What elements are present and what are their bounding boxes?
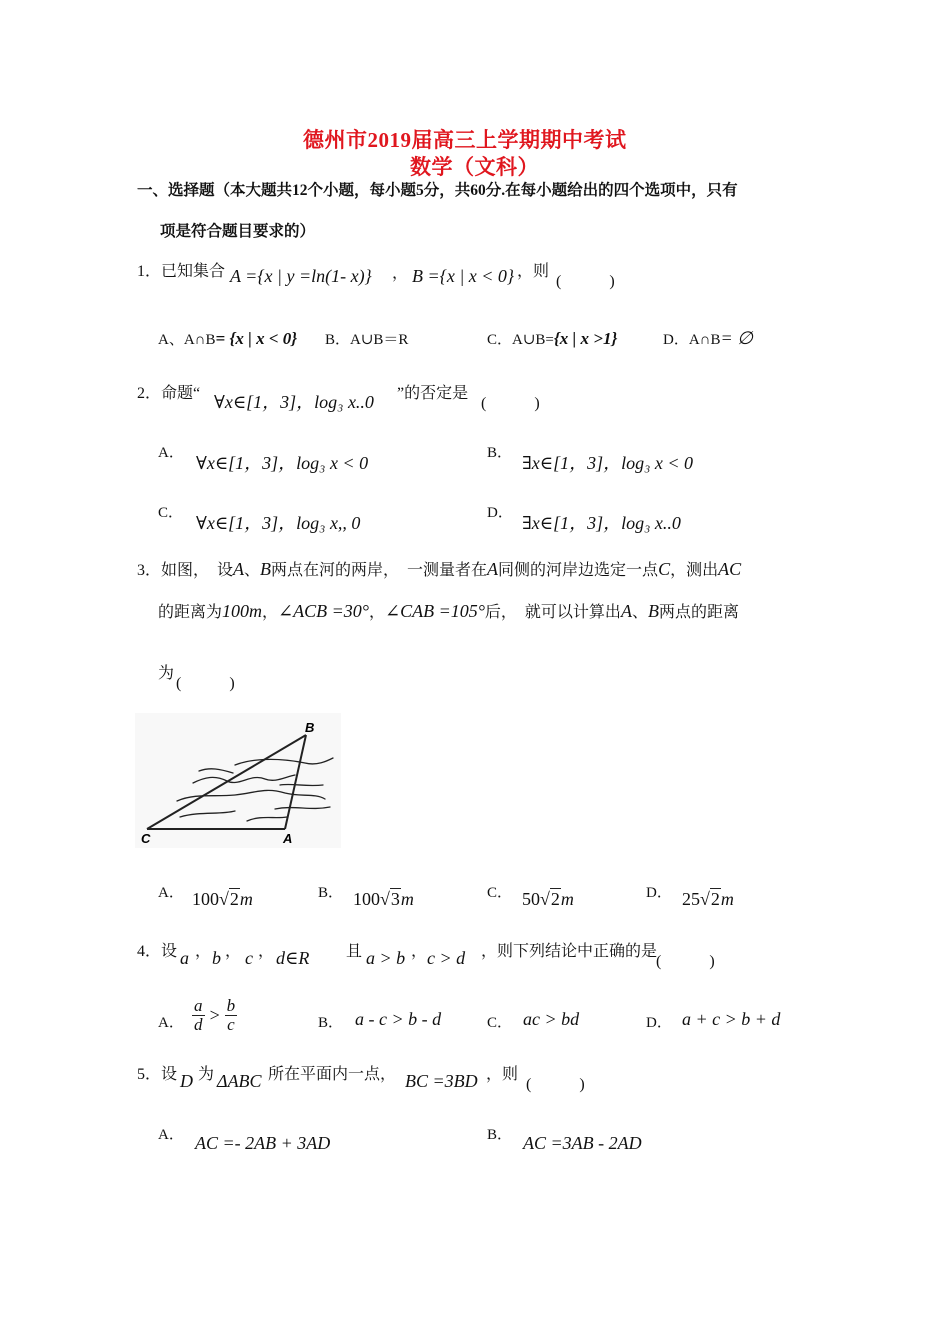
- q5-option-b-label[interactable]: B．: [487, 1127, 513, 1143]
- q5-triangle: ΔABC: [217, 1071, 262, 1091]
- section-heading-line1: 一、选择题（本大题共12个小题，每小题5分，共60分.在每小题给出的四个选项中，只有: [137, 182, 738, 199]
- q5-option-b[interactable]: AC =3AB - 2AD: [523, 1133, 642, 1153]
- q4-var-a: a: [180, 948, 189, 968]
- q4-option-a-den2: c: [227, 1014, 235, 1034]
- q5-point-d: D: [180, 1071, 193, 1091]
- q3-river-figure: [135, 713, 341, 848]
- q3-option-d-label[interactable]: D．: [646, 885, 672, 901]
- q2-option-d-label[interactable]: D．: [487, 505, 513, 521]
- q3-text-5: 的距离为: [158, 604, 223, 621]
- q3-sep-1: 、: [244, 562, 261, 579]
- q3-option-b-unit: m: [400, 889, 414, 909]
- q4-option-a-gt: >: [208, 1004, 221, 1025]
- q3-point-c: C: [658, 559, 671, 579]
- q3-option-d[interactable]: 25√2m: [682, 889, 734, 909]
- q4-answer-paren: ( ): [656, 953, 715, 970]
- q5-tail: ，则: [486, 1066, 519, 1083]
- q3-option-b-coef: 100: [353, 889, 380, 909]
- q1-option-c-math: {x | x >1}: [553, 329, 618, 348]
- q3-option-c-coef: 50: [522, 889, 540, 909]
- q4-option-a-num1: a: [194, 996, 203, 1015]
- q5-equation: BC =3BD: [405, 1071, 478, 1091]
- q3-point-a-3: A: [620, 601, 632, 621]
- q4-cond-2: c > d: [427, 948, 466, 968]
- q3-option-a[interactable]: 100√2m: [192, 889, 253, 909]
- q4-comma-4: ，: [411, 943, 428, 960]
- q3-text-7: 两点的距离: [658, 604, 739, 621]
- q1-option-b[interactable]: B．A∪B＝R: [325, 332, 409, 348]
- q3-text-4: ，测出: [670, 562, 719, 579]
- q2-option-c-label[interactable]: C．: [158, 505, 184, 521]
- q1-set-b: B ={x | x < 0}: [412, 266, 515, 286]
- q4-option-b-label[interactable]: B．: [318, 1015, 344, 1031]
- q2-option-b[interactable]: ∃x∈[1，3]，log₃ x < 0: [522, 453, 693, 473]
- q4-comma-1: ，: [195, 943, 212, 960]
- q3-line2: 的距离为100m，∠ACB =30°，∠CAB =105°后， 就可以计算出A、B两点的距离: [158, 601, 739, 621]
- q3-point-b-3: B: [647, 601, 659, 621]
- q3-option-a-unit: m: [239, 889, 253, 909]
- q4-and: 且: [346, 943, 363, 960]
- figure-label-a: A: [283, 831, 293, 846]
- q5-mid: 所在平面内一点，: [268, 1066, 397, 1083]
- q5-number: 5．设: [137, 1066, 178, 1083]
- q4-option-d[interactable]: a + c > b + d: [682, 1009, 781, 1029]
- q5-wei: 为: [198, 1066, 215, 1083]
- page-subtitle: 数学（文科）: [410, 155, 539, 179]
- q3-option-c-unit: m: [560, 889, 574, 909]
- q4-option-c-label[interactable]: C．: [487, 1015, 513, 1031]
- q4-cond-1: a > b: [366, 948, 406, 968]
- q3-option-b[interactable]: 100√3m: [353, 889, 414, 909]
- q3-angle-acb: ∠ACB =30°: [278, 601, 369, 621]
- q4-option-b[interactable]: a - c > b - d: [355, 1009, 442, 1029]
- figure-label-c: C: [141, 831, 151, 846]
- q3-text-3: 同侧的河岸边选定一点: [498, 562, 659, 579]
- figure-label-b: B: [305, 720, 315, 735]
- q3-option-a-coef: 100: [192, 889, 219, 909]
- q1-stem: [137, 258, 225, 281]
- q3-text-6: 后， 就可以计算出: [484, 604, 621, 621]
- q3-text-1: 3．如图， 设: [137, 562, 234, 579]
- q1-option-a[interactable]: [158, 328, 297, 349]
- q4-number: 4．设: [137, 943, 178, 960]
- q3-line1: [137, 557, 741, 580]
- q1-option-c-label: C．A∪B=: [487, 332, 554, 348]
- q1-option-d-label: D．A∩B: [663, 332, 721, 348]
- q2-tail: ”的否定是: [397, 385, 469, 402]
- q3-point-b: B: [260, 559, 272, 579]
- q5-option-a-label[interactable]: A．: [158, 1127, 184, 1143]
- q3-text-2: 两点在河的两岸， 一测量者在: [271, 562, 488, 579]
- q3-angle-cab: ∠CAB =105°: [384, 601, 485, 621]
- q2-option-a-label[interactable]: A．: [158, 445, 184, 461]
- q4-option-d-label[interactable]: D．: [646, 1015, 672, 1031]
- q2-statement: ∀x∈[1，3]，log₃ x..0: [214, 392, 374, 412]
- q3-text-8: 为: [158, 665, 175, 682]
- section-heading-line2: 项是符合题目要求的）: [160, 223, 316, 240]
- q3-point-a: A: [233, 559, 245, 579]
- q3-answer-paren: ( ): [176, 675, 235, 692]
- q3-option-b-radicand: 3: [390, 889, 400, 909]
- q2-option-c[interactable]: ∀x∈[1，3]，log₃ x,, 0: [196, 513, 361, 533]
- q3-option-c[interactable]: 50√2m: [522, 889, 574, 909]
- q1-option-c[interactable]: [487, 328, 617, 349]
- q4-option-a[interactable]: [192, 997, 237, 1034]
- q4-tail: ，则下列结论中正确的是: [481, 943, 658, 960]
- q4-var-b: b: [212, 948, 221, 968]
- q4-var-c: c: [245, 948, 253, 968]
- q2-option-d[interactable]: ∃x∈[1，3]，log₃ x..0: [522, 513, 681, 533]
- q1-option-d-math: = ∅: [720, 328, 753, 348]
- q2-option-a[interactable]: ∀x∈[1，3]，log₃ x < 0: [196, 453, 369, 473]
- q4-option-a-label[interactable]: A．: [158, 1015, 184, 1031]
- q3-point-a-2: A: [487, 559, 499, 579]
- q3-segment-ac: AC: [718, 559, 742, 579]
- q1-comma: ，: [392, 265, 409, 282]
- q3-option-d-unit: m: [720, 889, 734, 909]
- q1-answer-paren: ( ): [556, 273, 615, 290]
- q3-option-d-radicand: 2: [710, 889, 720, 909]
- q1-option-a-label: A、A∩B: [158, 332, 216, 348]
- q1-set-a: A ={x | y =ln(1- x)}: [230, 266, 372, 286]
- q2-option-b-label[interactable]: B．: [487, 445, 513, 461]
- q3-sep-2: 、: [631, 604, 648, 621]
- q2-answer-paren: ( ): [481, 395, 540, 412]
- q5-option-a[interactable]: AC =- 2AB + 3AD: [195, 1133, 331, 1153]
- q4-option-c[interactable]: ac > bd: [523, 1009, 580, 1029]
- q3-distance: 100m: [222, 601, 263, 621]
- q4-var-d: d∈R: [276, 948, 310, 968]
- q1-option-d[interactable]: [663, 328, 753, 349]
- q3-option-a-label[interactable]: A．: [158, 885, 184, 901]
- q2-number: 2．命题“: [137, 385, 201, 402]
- q3-option-a-radicand: 2: [229, 889, 239, 909]
- q3-option-c-label[interactable]: C．: [487, 885, 513, 901]
- q1-option-a-math: = {x | x < 0}: [215, 329, 298, 348]
- q3-option-d-coef: 25: [682, 889, 700, 909]
- q4-option-a-num2: b: [226, 996, 236, 1015]
- q4-option-a-den1: d: [194, 1014, 203, 1034]
- q3-option-b-label[interactable]: B．: [318, 885, 344, 901]
- q4-comma-2: ，: [225, 943, 242, 960]
- q1-number: 1．已知集合: [137, 263, 226, 280]
- q4-comma-3: ，: [258, 943, 275, 960]
- q1-tail: ，则: [517, 263, 550, 280]
- page-title: 德州市2019届高三上学期期中考试: [303, 128, 627, 152]
- q5-answer-paren: ( ): [526, 1076, 585, 1093]
- q3-option-c-radicand: 2: [550, 889, 560, 909]
